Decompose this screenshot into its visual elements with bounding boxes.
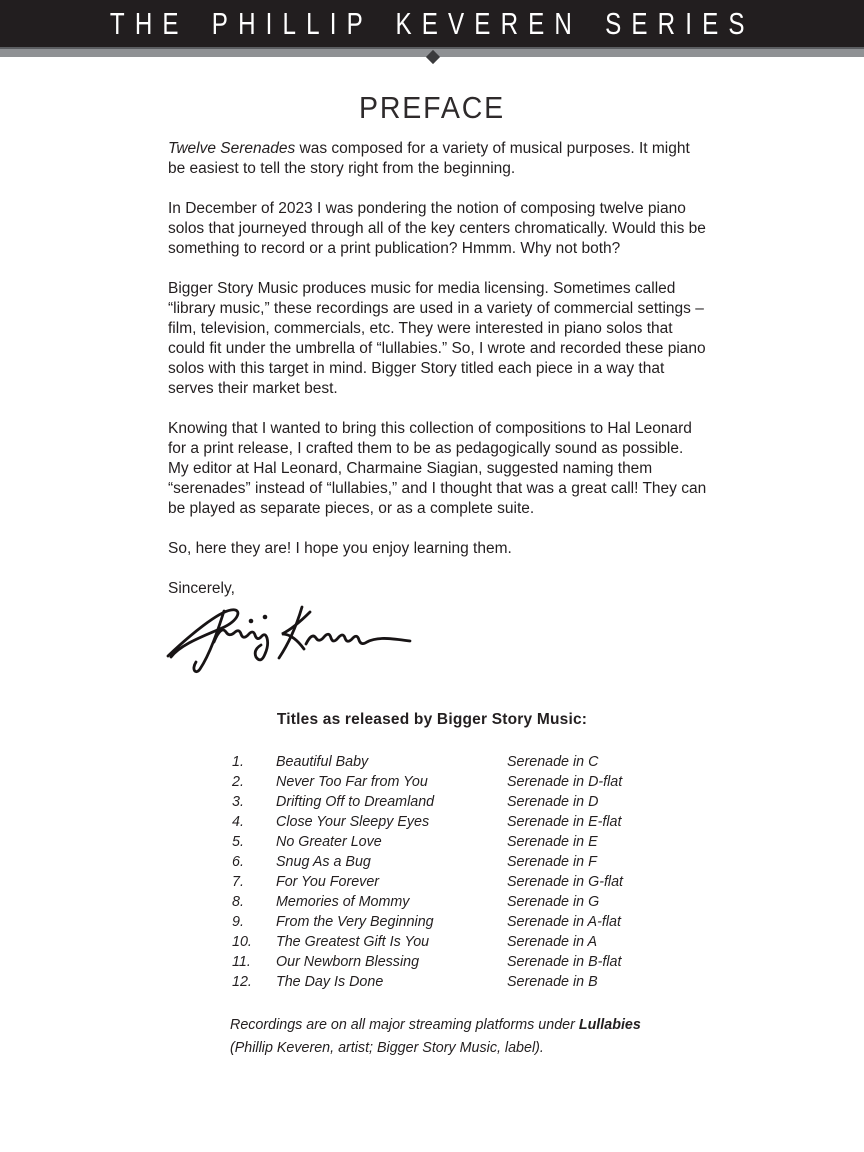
preface-paragraph-2: In December of 2023 I was pondering the notion of composing twelve piano solos that journeyed through all of the key centers chromatically. Would this be something to record or a print publication? Hmmm. Why not both? — [168, 200, 706, 257]
track-title: Our Newborn Blessing — [276, 954, 420, 970]
track-number: 6. — [232, 854, 244, 870]
track-key: Serenade in A — [507, 934, 598, 950]
track-title: For You Forever — [276, 874, 380, 890]
track-title: Snug As a Bug — [276, 854, 371, 870]
page-title: PREFACE — [358, 90, 506, 125]
preface-paragraph-1: Twelve Serenades was composed for a variety of musical purposes. It might be easiest to tell the story right from the beginning. — [168, 140, 690, 177]
list-item — [232, 792, 623, 812]
streaming-note-line2: (Phillip Keveren, artist; Bigger Story Music, label). — [230, 1040, 544, 1056]
track-title: Never Too Far from You — [276, 774, 428, 790]
track-key: Serenade in D — [507, 794, 599, 810]
track-number: 1. — [232, 754, 244, 770]
streaming-note — [230, 1014, 710, 1060]
track-key: Serenade in E — [507, 834, 598, 850]
track-number: 10. — [232, 934, 252, 950]
series-banner — [0, 0, 864, 47]
track-number: 7. — [232, 874, 244, 890]
track-key: Serenade in B-flat — [507, 954, 622, 970]
track-number: 11. — [232, 954, 251, 970]
track-title: Drifting Off to Dreamland — [276, 794, 435, 810]
preface-paragraph-4: Knowing that I wanted to bring this collection of compositions to Hal Leonard for a print release, I crafted them to be as pedagogically sound as possible. My editor at Hal Leonard, Charmaine Siagian, suggested naming them “serenades” instead of “lullabies,” and I thought that was a great call! They can be played as separate pieces, or as a complete suite. — [168, 420, 707, 517]
preface-paragraph-3: Bigger Story Music produces music for media licensing. Sometimes called “library music,” these recordings are used in a variety of commercial settings – film, television, commercials, etc. They were interested in piano solos that could fit under the umbrella of “lullabies.” So, I wrote and recorded these piano solos with this target in mind. Bigger Story titled each piece in a way that serves their market best. — [168, 280, 706, 397]
list-item — [232, 932, 623, 952]
list-item — [232, 832, 623, 852]
list-item — [232, 912, 623, 932]
track-number: 12. — [232, 974, 252, 990]
track-title: Close Your Sleepy Eyes — [276, 814, 430, 830]
preface-paragraph-5: So, here they are! I hope you enjoy learning them. — [168, 540, 512, 557]
list-item — [232, 952, 623, 972]
titles-list — [232, 752, 623, 992]
track-title: The Greatest Gift Is You — [276, 934, 430, 950]
preface-body — [168, 139, 708, 619]
track-key: Serenade in F — [507, 854, 597, 870]
track-key: Serenade in G — [507, 894, 600, 910]
track-number: 3. — [232, 794, 244, 810]
list-item — [232, 812, 623, 832]
album-title: Lullabies — [578, 1017, 641, 1033]
list-item — [232, 972, 623, 992]
work-title-italic: Twelve Serenades — [168, 140, 296, 157]
track-title: Beautiful Baby — [276, 754, 369, 770]
list-item — [232, 872, 623, 892]
track-key: Serenade in B — [507, 974, 598, 990]
series-banner-title: THE PHILLIP KEVEREN SERIES — [109, 5, 755, 41]
track-number: 2. — [232, 774, 244, 790]
signature — [164, 598, 414, 681]
track-number: 9. — [232, 914, 244, 930]
track-title: The Day Is Done — [276, 974, 384, 990]
track-key: Serenade in E-flat — [507, 814, 622, 830]
track-number: 5. — [232, 834, 244, 850]
track-key: Serenade in D-flat — [507, 774, 623, 790]
closing-salutation: Sincerely, — [168, 580, 235, 597]
track-key: Serenade in G-flat — [507, 874, 624, 890]
track-number: 4. — [232, 814, 244, 830]
track-key: Serenade in C — [507, 754, 599, 770]
list-item — [232, 752, 623, 772]
track-title: No Greater Love — [276, 834, 382, 850]
titles-heading: Titles as released by Bigger Story Music: — [276, 711, 588, 728]
list-item — [232, 892, 623, 912]
list-item — [232, 852, 623, 872]
signature-scribble — [164, 598, 414, 676]
list-item — [232, 772, 623, 792]
track-key: Serenade in A-flat — [507, 914, 621, 930]
track-number: 8. — [232, 894, 244, 910]
track-title: From the Very Beginning — [276, 914, 434, 930]
streaming-note-line1: Recordings are on all major streaming platforms under Lullabies — [230, 1017, 641, 1033]
track-title: Memories of Mommy — [276, 894, 410, 910]
